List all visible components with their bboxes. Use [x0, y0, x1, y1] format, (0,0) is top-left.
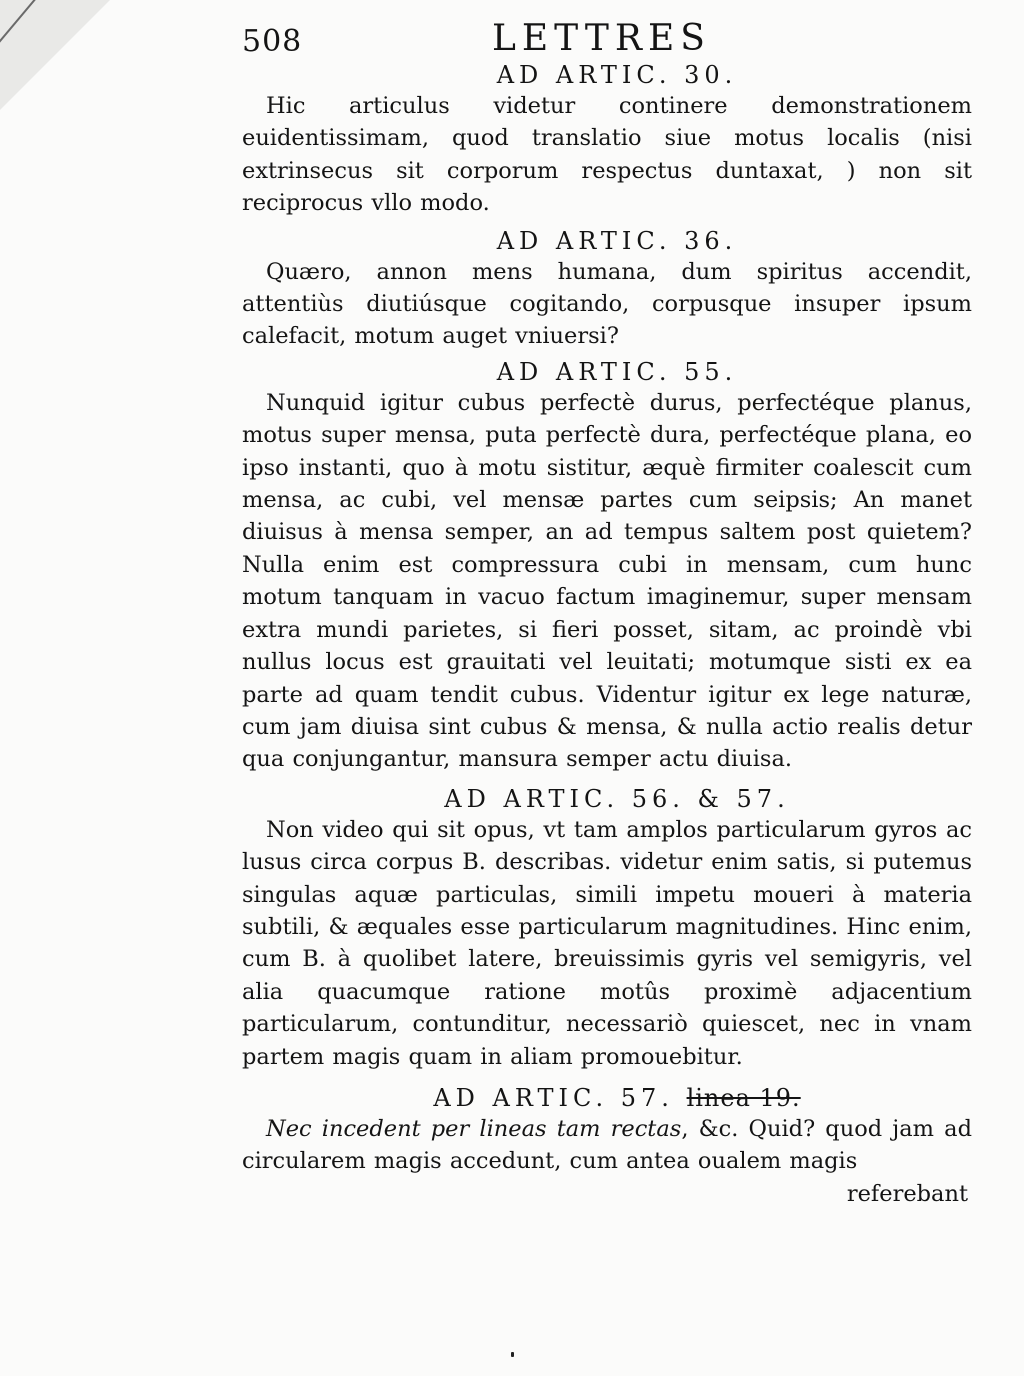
ink-speck: [511, 1352, 514, 1357]
text-block: [242, 60, 972, 1210]
section-heading-artic-55: AD ARTIC. 55.: [496, 357, 738, 386]
struck-line-reference: linea 19.: [686, 1083, 801, 1112]
paragraph-artic-57-text: , &c. Quid? quod jam ad circularem magis accedunt, cum antea oualem magis: [242, 1115, 972, 1175]
paragraph-artic-56-57: Non video qui sit opus, vt tam amplos particularum gyros ac lusus circa corpus B. describas. videtur enim satis, si putemus singulas aquæ particulas, simili impetu moueri à materia subtili, & æquales esse particularum magnitudines. Hinc enim, cum B. à quolibet latere, breuissimis gyris vel semigyris, vel alia quacumque ratione motûs proximè adjacentium particularum, contunditur, necessariò quiescet, nec in vnam partem magis quam in aliam promouebitur.: [242, 816, 972, 1070]
running-title: LETTRES: [492, 18, 711, 59]
paragraph-artic-30: Hic articulus videtur continere demonstrationem euidentissimam, quod translatio siue motus localis (nisi extrinsecus sit corporum respectus duntaxat, ) non sit reciprocus vllo modo.: [242, 93, 972, 217]
section-heading-artic-36: AD ARTIC. 36.: [496, 226, 738, 255]
catchword: referebant: [846, 1180, 968, 1207]
italic-quotation: Nec incedent per lineas tam rectas: [266, 1115, 682, 1142]
section-heading-artic-30: AD ARTIC. 30.: [496, 61, 738, 89]
page-corner-shadow: [0, 0, 110, 110]
page-number: 508: [242, 24, 303, 59]
running-head: [242, 18, 972, 62]
paragraph-artic-55: Nunquid igitur cubus perfectè durus, perfectéque planus, motus super mensa, puta perfectè dura, perfectéque plana, eo ipso instanti, quo à motu sistitur, æquè firmiter coalescit cum mensa, ac cubi, vel mensæ partes cum seipsis; An manet diuisus à mensa semper, an ad tempus saltem post quietem? Nulla enim est compressura cubi in mensam, cum hunc motum tanquam in vacuo factum imaginemur, super mensam extra mundi parietes, si fieri posset, sitam, ac proindè vbi nullus locus est grauitati vel leuitati; motumque sisti ex ea parte ad quam tendit cubus. Videntur igitur ex lege naturæ, cum jam diuisa sint cubus & mensa, & nulla actio realis detur qua conjungantur, mansura semper actu diuisa.: [242, 389, 972, 773]
section-heading-artic-56-57: AD ARTIC. 56. & 57.: [444, 784, 790, 813]
section-heading-artic-57-label: AD ARTIC. 57.: [433, 1083, 674, 1112]
section-heading-artic-57: [262, 1083, 972, 1113]
paragraph-artic-36: Quæro, annon mens humana, dum spiritus accendit, attentiùs diutiúsque cogitando, corpusque insuper ipsum calefacit, motum auget vniuersi?: [242, 258, 972, 350]
paragraph-artic-57: [242, 1113, 972, 1178]
